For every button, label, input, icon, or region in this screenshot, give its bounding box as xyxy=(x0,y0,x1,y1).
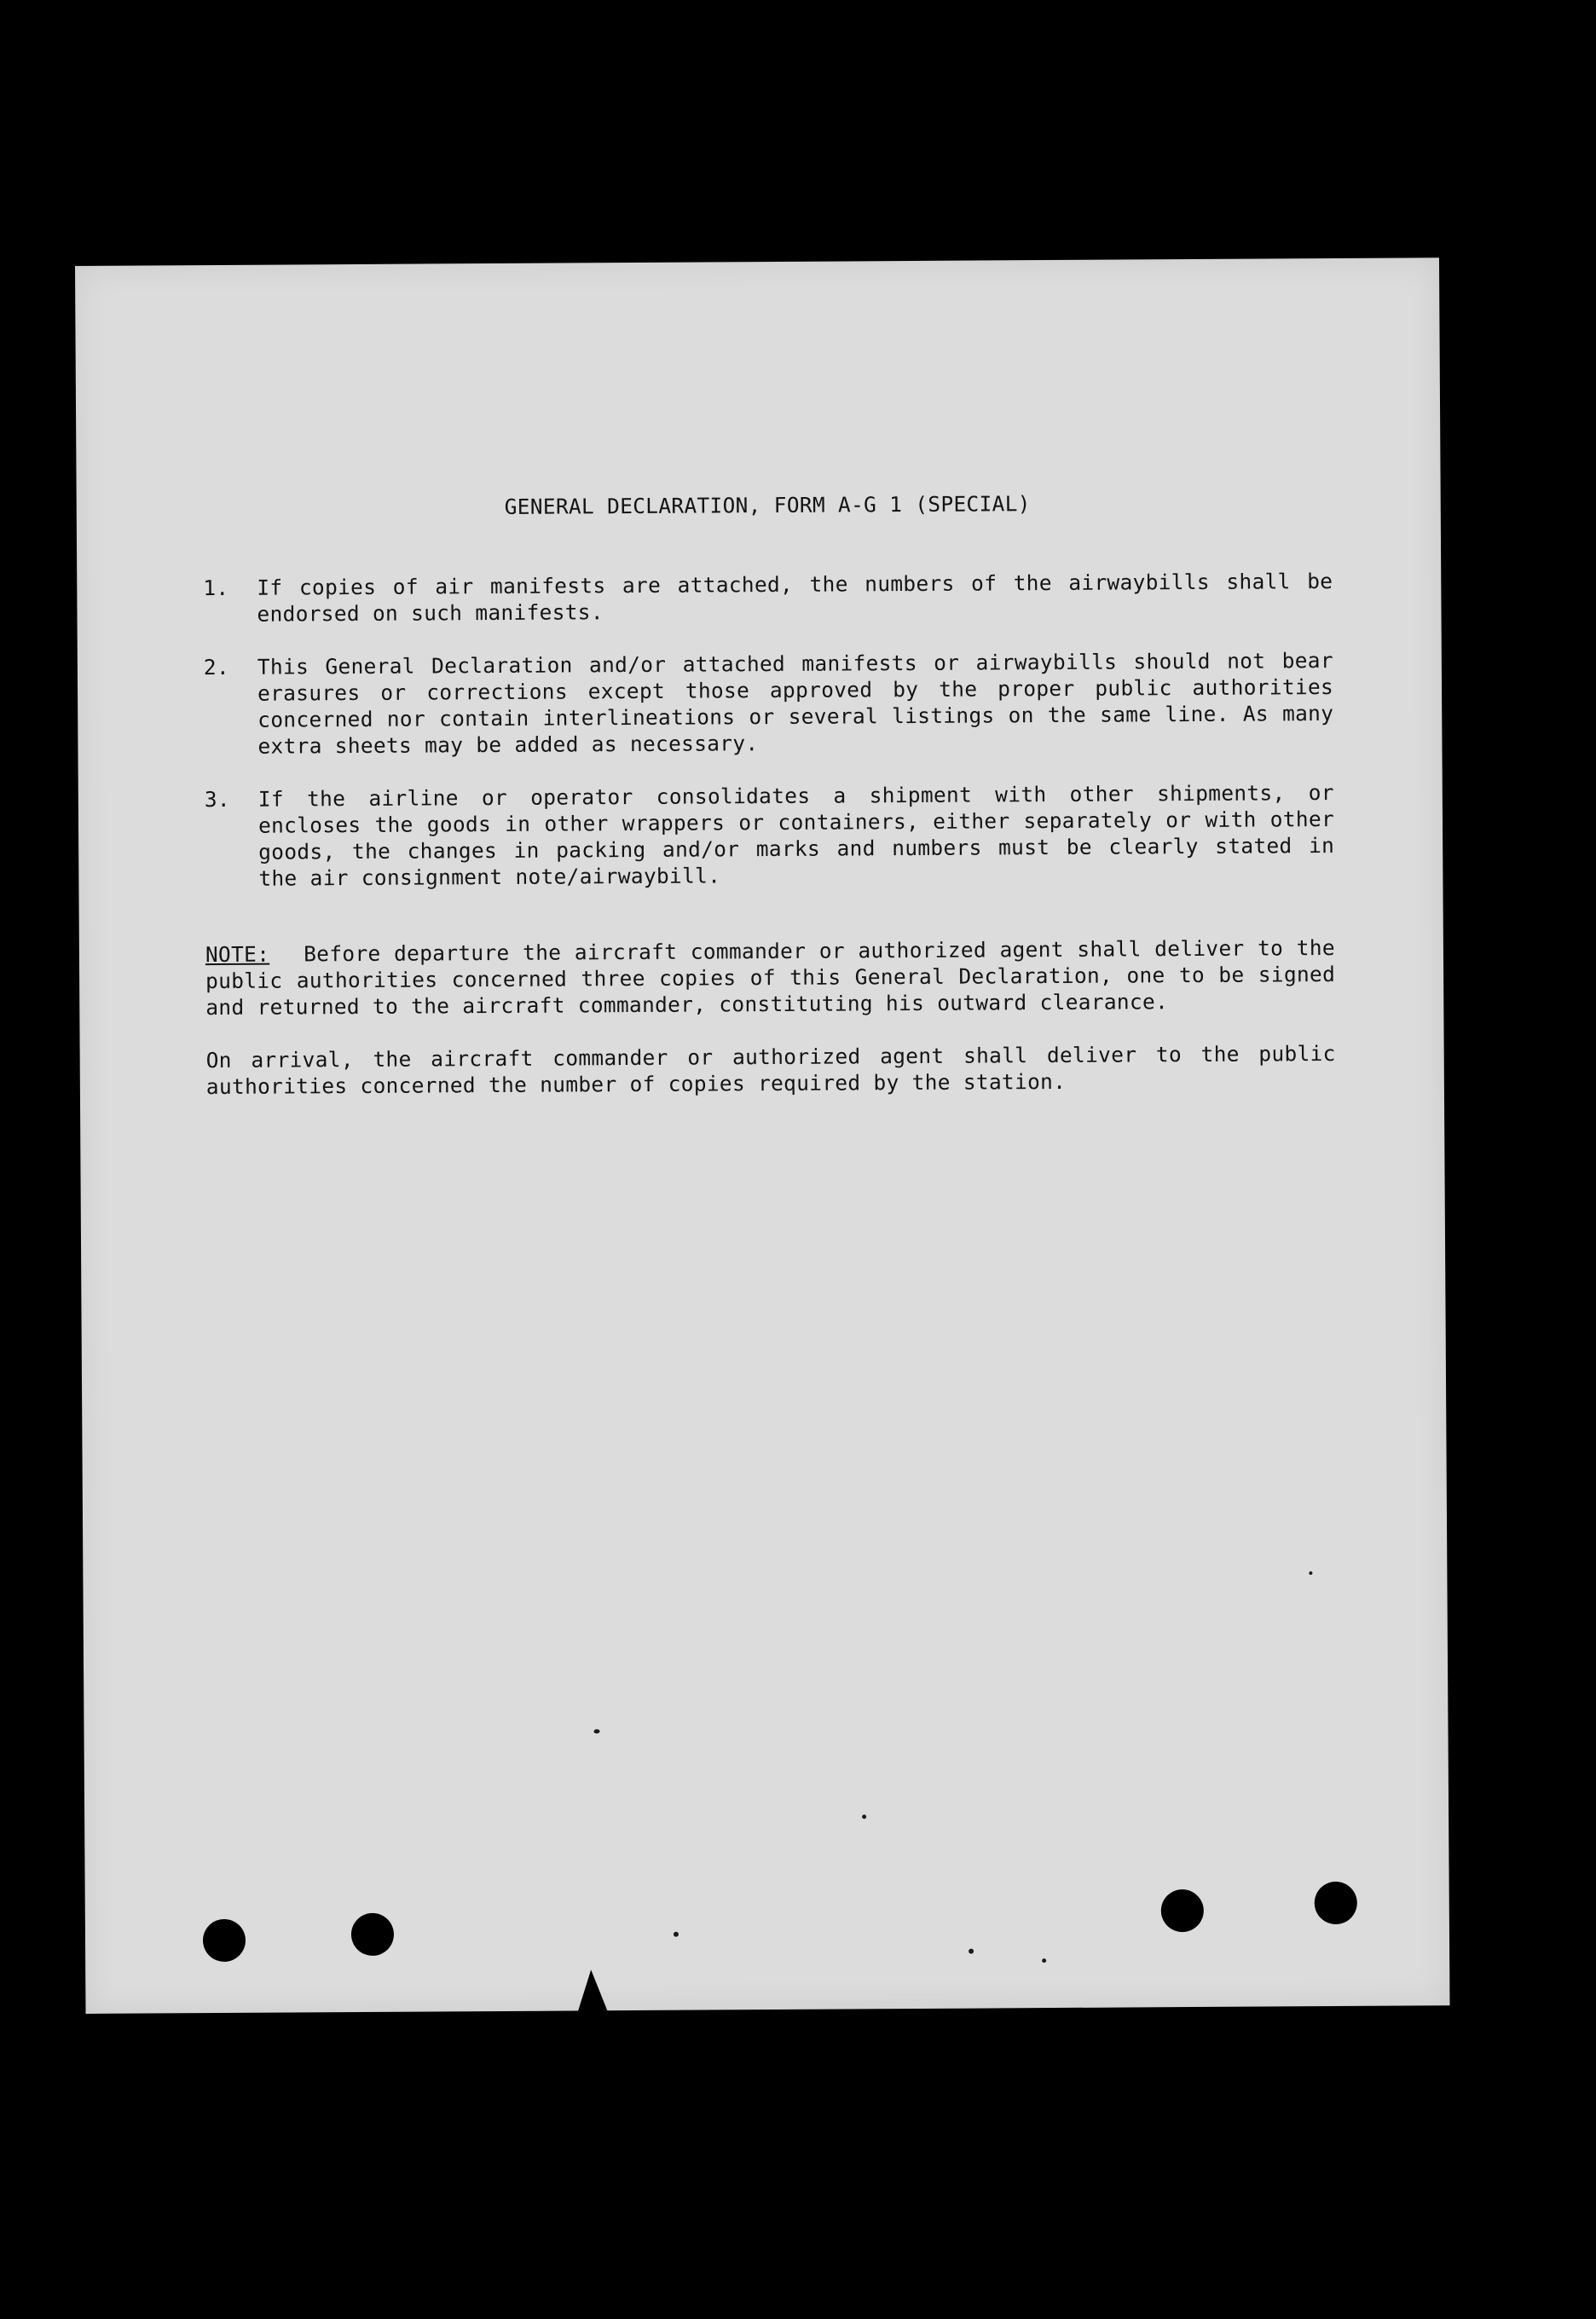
note-text: Before departure the aircraft commander or authorized agent shall deliver to the public authorities concerned three copies of this General Declaration, one to be signed and returned to the aircraft commander, constituting his outward clearance. xyxy=(205,934,1336,1021)
document-page xyxy=(75,257,1449,2014)
item-text: If the airline or operator consolidates a shipment with other shipments, or encloses the goods in other wrappers or containers, either separately or with other goods, the changes in packing and/or marks and numbers must be clearly stated in the air consignment note/airwaybill. xyxy=(257,779,1335,891)
punch-hole xyxy=(1161,1889,1204,1932)
arrival-paragraph: On arrival, the aircraft commander or authorized agent shall deliver to the public authorities concerned the number of copies required by the station. xyxy=(205,1040,1336,1100)
note-label: NOTE: xyxy=(205,941,270,968)
item-number: 1. xyxy=(203,575,229,601)
torn-edge xyxy=(575,1969,610,2017)
speck xyxy=(1042,1958,1046,1963)
list-item xyxy=(203,568,1333,627)
note-paragraph xyxy=(205,934,1336,1021)
punch-hole xyxy=(1315,1882,1357,1924)
item-number: 3. xyxy=(204,786,231,813)
speck xyxy=(1309,1571,1312,1575)
speck xyxy=(862,1814,866,1819)
speck xyxy=(674,1932,679,1937)
document-title: GENERAL DECLARATION, FORM A-G 1 (SPECIAL) xyxy=(504,491,1031,519)
declaration-text xyxy=(203,489,1336,1100)
list-item xyxy=(205,779,1335,892)
item-text: If copies of air manifests are attached, the numbers of the airwaybills shall be endorsed on such manifests. xyxy=(257,568,1333,627)
item-number: 2. xyxy=(203,654,230,680)
speck xyxy=(593,1729,599,1733)
speck xyxy=(969,1949,974,1954)
list-item xyxy=(204,647,1334,760)
item-text: This General Declaration and/or attached manifests or airwaybills should not bear erasures or corrections except those approved by the proper public authorities concerned nor contain interlineations or several listings on the same line. As many extra sheets may be added as necessary. xyxy=(257,647,1334,759)
punch-hole xyxy=(351,1913,394,1956)
punch-hole xyxy=(203,1919,246,1962)
